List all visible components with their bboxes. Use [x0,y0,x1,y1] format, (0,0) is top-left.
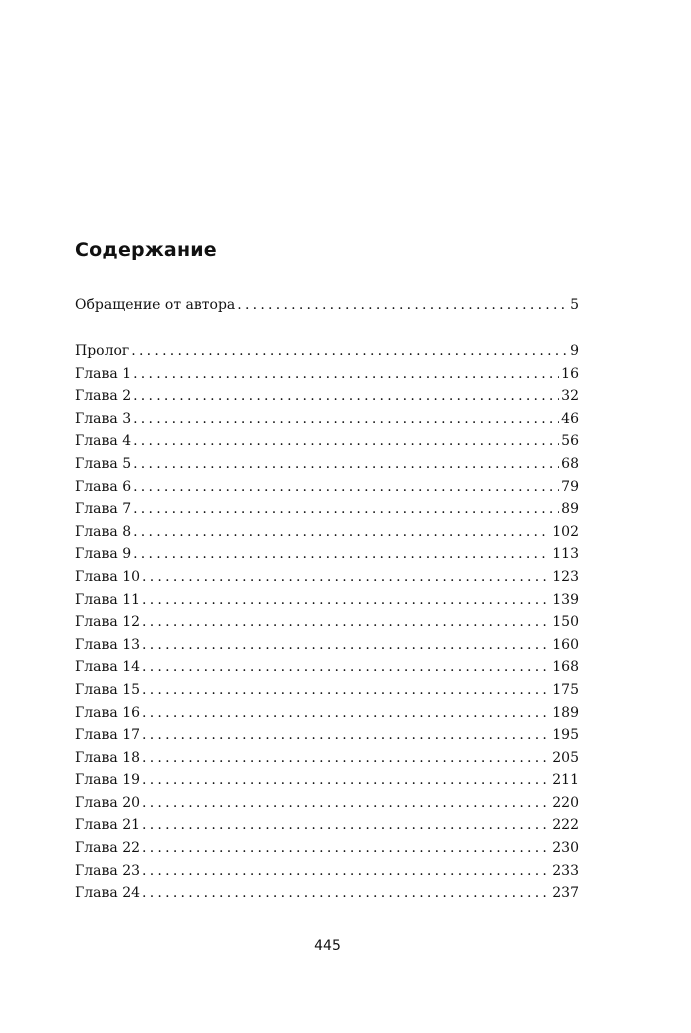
toc-entry[interactable] [75,860,579,883]
toc-entry-label: Глава 5 [75,455,132,472]
dot-leader [142,702,550,725]
toc-chapter-list [75,340,579,905]
toc-entry[interactable] [75,430,579,453]
dot-leader [133,453,559,476]
toc-entry-page: 237 [552,885,579,902]
toc-entry[interactable] [75,724,579,747]
toc-entry-page: 175 [552,681,579,698]
toc-entry-page: 79 [561,478,579,495]
toc-entry-label: Глава 20 [75,794,141,811]
toc-entry[interactable] [75,634,579,657]
dot-leader [133,430,559,453]
dot-leader [133,498,559,521]
toc-entry-page: 150 [552,614,579,631]
toc-entry-page: 139 [552,591,579,608]
toc-entry[interactable] [75,498,579,521]
toc-entry-label: Пролог [75,343,130,359]
toc-entry-page: 113 [552,546,579,563]
toc-entry-page: 46 [561,410,579,427]
toc-entry-label: Глава 11 [75,591,141,608]
toc-entry[interactable] [75,363,579,386]
toc-entry-label: Глава 4 [75,433,132,450]
dot-leader [142,769,550,792]
toc-entry-label: Глава 24 [75,885,141,902]
toc-entry-label: Глава 21 [75,817,141,834]
toc-entry-label: Глава 13 [75,636,141,653]
dot-leader [142,566,550,589]
toc-entry-label: Глава 9 [75,546,132,563]
dot-leader [142,611,550,634]
toc-entry[interactable] [75,769,579,792]
toc-entry-page: 102 [552,523,579,540]
toc-entry-page: 56 [561,433,579,450]
dot-leader [142,589,550,612]
toc-entry-label: Глава 16 [75,704,141,721]
dot-leader [133,363,559,386]
page-number: 445 [314,938,341,954]
toc-entry-label: Глава 12 [75,614,141,631]
toc-entry[interactable] [75,837,579,860]
toc-entry[interactable] [75,340,579,363]
toc-entry[interactable] [75,702,579,725]
toc-entry[interactable] [75,521,579,544]
toc-entry-page: 168 [552,659,579,676]
toc-entry-page: 160 [552,636,579,653]
toc-entry-label: Глава 8 [75,523,132,540]
toc-entry-label: Глава 7 [75,501,132,518]
toc-entry-label: Глава 22 [75,840,141,857]
toc-entry-page: 5 [570,297,579,313]
toc-entry-label: Глава 1 [75,365,132,382]
toc-entry[interactable] [75,656,579,679]
toc-entry[interactable] [75,294,579,317]
toc-entry-label: Глава 3 [75,410,132,427]
toc-entry-label: Глава 6 [75,478,132,495]
toc-entry-label: Глава 19 [75,772,141,789]
toc-entry-page: 195 [552,727,579,744]
dot-leader [142,724,550,747]
dot-leader [133,543,550,566]
toc-entry-label: Глава 17 [75,727,141,744]
toc-entry[interactable] [75,814,579,837]
page-title: Содержание [75,239,217,261]
dot-leader [142,634,550,657]
toc-entry-label: Глава 2 [75,388,132,405]
toc-entry-page: 123 [552,568,579,585]
toc-entry-page: 211 [552,772,579,789]
toc-entry[interactable] [75,476,579,499]
dot-leader [133,385,559,408]
toc-entry-page: 230 [552,840,579,857]
toc-entry[interactable] [75,589,579,612]
toc-intro-list [75,294,579,317]
toc-entry-page: 189 [552,704,579,721]
toc-entry[interactable] [75,747,579,770]
toc-entry[interactable] [75,543,579,566]
toc-entry-label: Обращение от автора [75,297,236,313]
toc-entry-label: Глава 14 [75,659,141,676]
toc-entry-page: 205 [552,749,579,766]
toc-entry[interactable] [75,611,579,634]
dot-leader [133,521,550,544]
dot-leader [142,837,550,860]
toc-entry-page: 16 [561,365,579,382]
dot-leader [142,814,550,837]
dot-leader [142,860,550,883]
toc-entry-page: 32 [561,388,579,405]
toc-entry[interactable] [75,792,579,815]
toc-entry-label: Глава 18 [75,749,141,766]
toc-entry-page: 89 [561,501,579,518]
toc-entry-page: 220 [552,794,579,811]
toc-entry-label: Глава 10 [75,568,141,585]
dot-leader [142,679,550,702]
toc-entry[interactable] [75,882,579,905]
dot-leader [142,792,550,815]
toc-entry[interactable] [75,453,579,476]
dot-leader [142,656,550,679]
toc-entry[interactable] [75,408,579,431]
toc-entry-label: Глава 15 [75,681,141,698]
dot-leader [142,747,550,770]
dot-leader [131,340,568,363]
toc-entry-page: 68 [561,455,579,472]
toc-entry-page: 9 [570,343,579,359]
toc-entry[interactable] [75,679,579,702]
dot-leader [133,476,559,499]
toc-entry-page: 222 [552,817,579,834]
toc-entry[interactable] [75,385,579,408]
toc-entry-page: 233 [552,862,579,879]
dot-leader [142,882,550,905]
toc-entry[interactable] [75,566,579,589]
dot-leader [237,294,568,317]
dot-leader [133,408,559,431]
toc-entry-label: Глава 23 [75,862,141,879]
